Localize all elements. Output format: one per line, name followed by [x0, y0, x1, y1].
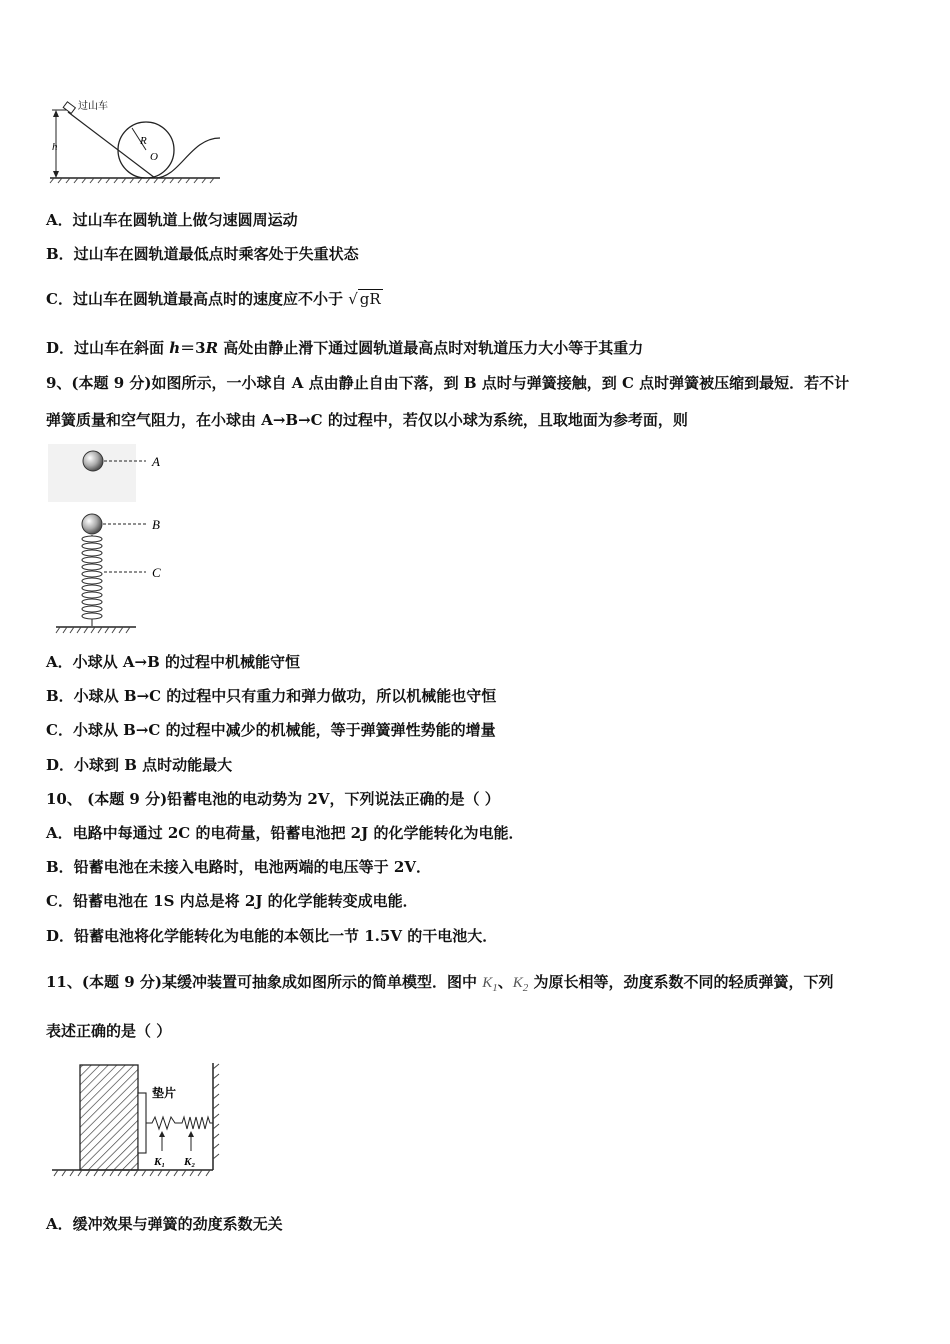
- q8-option-d: [46, 338, 643, 358]
- q8-option-d-part1: D．过山车在斜面: [46, 339, 170, 357]
- q9-option-a: A．小球从 A→B 的过程中机械能守恒: [46, 653, 300, 671]
- q10-option-d: D．铅蓄电池将化学能转化为电能的本领比一节 1.5V 的干电池大．: [46, 927, 498, 945]
- sqrt-gr: √ gR: [348, 290, 381, 308]
- q11-k1: K: [482, 975, 493, 991]
- q8-option-b: B．过山车在圆轨道最低点时乘客处于失重状态: [46, 245, 359, 263]
- q8-option-c: [46, 289, 383, 309]
- q11-k2-sub: 2: [522, 982, 529, 994]
- label-k1: K₁: [154, 1156, 166, 1168]
- q8-option-a: A．过山车在圆轨道上做匀速圆周运动: [46, 211, 298, 229]
- q8-option-d-part2: ＝3: [180, 339, 206, 357]
- q9-option-b: B．小球从 B→C 的过程中只有重力和弹力做功，所以机械能也守恒: [46, 687, 497, 705]
- label-car: 过山车: [78, 101, 108, 112]
- q8-option-c-text: C．过山车在圆轨道最高点时的速度应不小于: [46, 290, 343, 308]
- q9-option-d: D．小球到 B 点时动能最大: [46, 756, 233, 774]
- q10-stem: 10、 (本题 9 分)铅蓄电池的电动势为 2V，下列说法正确的是（ ）: [46, 790, 500, 808]
- q8-option-d-r: R: [205, 339, 219, 357]
- q9-option-c: C．小球从 B→C 的过程中减少的机械能，等于弹簧弹性势能的增量: [46, 721, 496, 739]
- figure-ball-spring: [46, 440, 186, 640]
- q11-stem-line1: [46, 972, 833, 998]
- q9-stem-line2: 弹簧质量和空气阻力，在小球由 A→B→C 的过程中，若仅以小球为系统，且取地面为参考面，则: [46, 411, 688, 429]
- q8-option-d-part3: 高处由静止滑下通过圆轨道最高点时对轨道压力大小等于其重力: [218, 339, 644, 357]
- q11-option-a: A．缓冲效果与弹簧的劲度系数无关: [46, 1215, 283, 1233]
- label-b: B: [152, 517, 160, 532]
- q11-stem-line2: 表述正确的是（ ）: [46, 1022, 172, 1040]
- q9-stem-line1: 9、(本题 9 分)如图所示，一小球自 A 点由静止自由下落，到 B 点时与弹簧接触，到 C 点时弹簧被压缩到最短．若不计: [46, 374, 850, 392]
- q11-k1-sub: 1: [492, 982, 498, 994]
- q10-option-a: A．电路中每通过 2C 的电荷量，铅蓄电池把 2J 的化学能转化为电能．: [46, 824, 524, 842]
- q11-k2: K: [512, 975, 523, 991]
- label-k2: K₂: [184, 1156, 196, 1168]
- label-pad: 垫片: [152, 1086, 177, 1100]
- sqrt-gr-radicand: gR: [359, 290, 381, 308]
- figure-roller-coaster: [40, 98, 230, 188]
- q8-option-d-h: h: [169, 339, 181, 357]
- label-r: R: [140, 135, 147, 147]
- figure-buffer-device: [50, 1055, 240, 1180]
- q10-option-b: B．铅蓄电池在未接入电路时，电池两端的电压等于 2V．: [46, 858, 431, 876]
- label-h: h: [52, 141, 58, 153]
- label-a: A: [152, 454, 160, 469]
- q10-option-c: C．铅蓄电池在 1S 内总是将 2J 的化学能转变成电能．: [46, 892, 418, 910]
- q11-sep: 、: [497, 973, 513, 991]
- q11-stem-part1: 11、(本题 9 分)某缓冲装置可抽象成如图所示的简单模型．图中: [46, 973, 483, 991]
- label-o: O: [150, 151, 158, 163]
- q11-stem-part2: 为原长相等，劲度系数不同的轻质弹簧，下列: [528, 973, 834, 991]
- label-c: C: [152, 565, 161, 580]
